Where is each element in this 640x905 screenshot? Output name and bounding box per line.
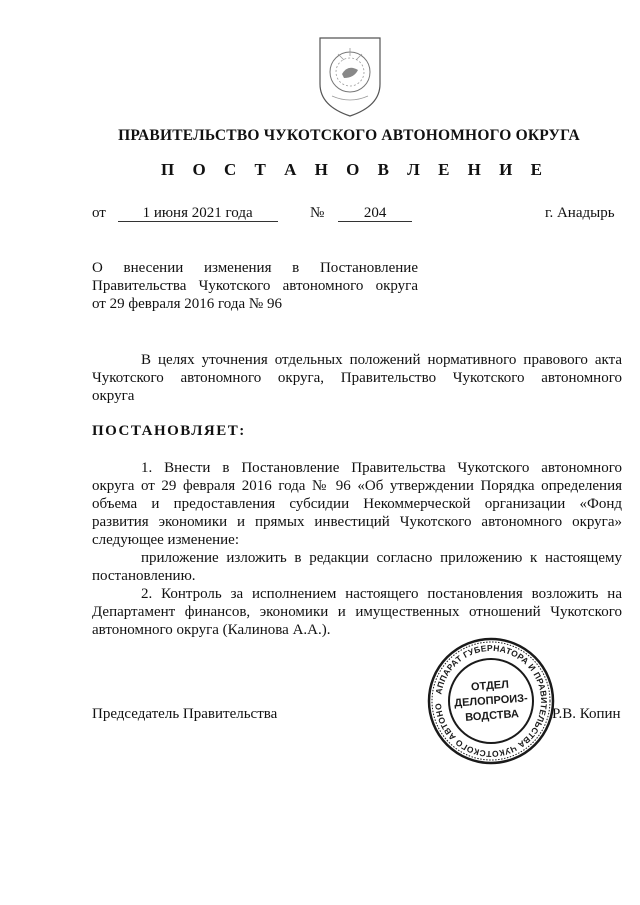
clause-line: 1. Внести в Постановление Правительства Чукотского автономного bbox=[141, 460, 622, 476]
clause-line: 2. Контроль за исполнением настоящего постановления возложить на bbox=[141, 586, 622, 602]
subject-line: от 29 февраля 2016 года № 96 bbox=[92, 296, 282, 312]
coat-of-arms-emblem bbox=[314, 34, 386, 120]
subject-line: О внесении изменения в Постановление bbox=[92, 260, 418, 276]
date-row bbox=[92, 205, 278, 222]
clause-1 bbox=[92, 459, 622, 549]
clause-line: объема и предоставления субсидии Некоммерческой организации «Фонд bbox=[92, 496, 622, 512]
preamble-line: округа bbox=[92, 388, 135, 404]
stamp-center-line: ВОДСТВА bbox=[464, 708, 520, 724]
government-title: ПРАВИТЕЛЬСТВО ЧУКОТСКОГО АВТОНОМНОГО ОКРУГА bbox=[118, 127, 580, 144]
number-row bbox=[310, 205, 412, 222]
office-stamp bbox=[427, 637, 555, 765]
clause-2 bbox=[92, 585, 622, 639]
decree-word: ПОСТАНОВЛЯЕТ: bbox=[92, 423, 246, 439]
document-date: 1 июня 2021 года bbox=[118, 205, 278, 222]
document-number: 204 bbox=[338, 205, 412, 222]
clause-line: округа от 29 февраля 2016 года № 96 «Об утверждении Порядка определения bbox=[92, 478, 622, 494]
preamble-line: Чукотского автономного округа, Правительство Чукотского автономного bbox=[92, 370, 622, 386]
subject-line: Правительства Чукотского автономного округа bbox=[92, 278, 418, 294]
stamp-ring-text: АППАРАТ ГУБЕРНАТОРА И ПРАВИТЕЛЬСТВА ЧУКОТСКОГО АВТОНО bbox=[432, 642, 550, 760]
signatory-position: Председатель Правительства bbox=[92, 706, 278, 722]
preamble-line: В целях уточнения отдельных положений нормативного правового акта bbox=[141, 352, 622, 368]
document-type-heading: П О С Т А Н О В Л Е Н И Е bbox=[161, 160, 549, 179]
stamp-center-line: ДЕЛОПРОИЗ- bbox=[453, 692, 529, 710]
clause-line: постановлению. bbox=[92, 568, 196, 584]
clause-line: Департамент финансов, экономики и имущественных отношений Чукотского bbox=[92, 604, 622, 620]
city: г. Анадырь bbox=[545, 205, 615, 221]
signatory-name: Р.В. Копин bbox=[552, 706, 621, 722]
stamp-center-line: ОТДЕЛ bbox=[470, 678, 510, 694]
clause-1-sub bbox=[92, 549, 622, 585]
preamble-paragraph bbox=[92, 351, 622, 405]
clause-line: приложение изложить в редакции согласно приложению к настоящему bbox=[141, 550, 622, 566]
clause-line: развития экономики и прямых инвестиций Чукотского автономного округа» bbox=[92, 514, 622, 530]
clause-line: следующее изменение: bbox=[92, 532, 240, 548]
number-label: № bbox=[310, 205, 325, 221]
clause-line: автономного округа (Калинова А.А.). bbox=[92, 622, 331, 638]
document-subject bbox=[92, 259, 418, 313]
from-label: от bbox=[92, 205, 106, 221]
